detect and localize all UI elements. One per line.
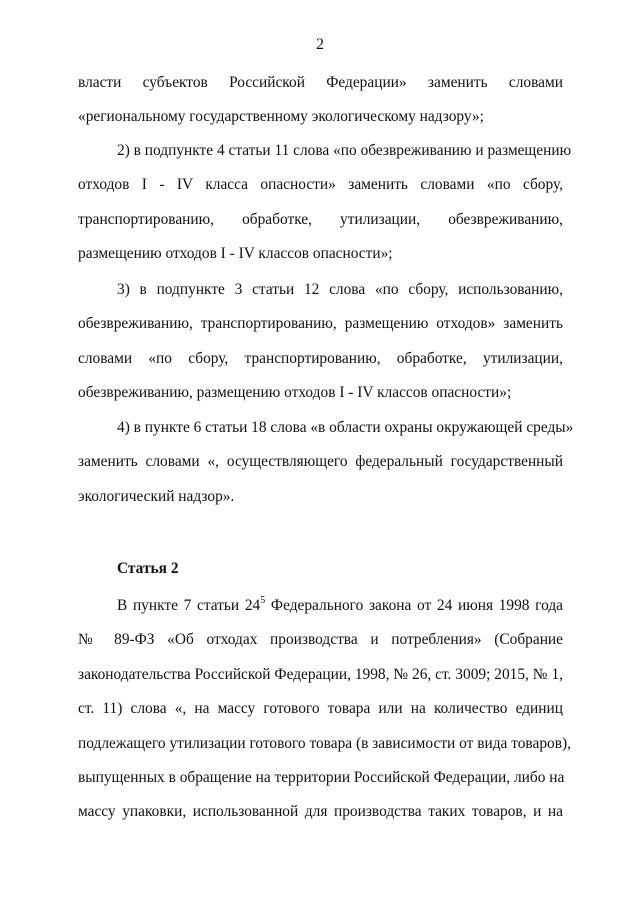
text-line: № 89-ФЗ «Об отходах производства и потребления» (Собрание (78, 631, 563, 649)
text-line: 4) в пункте 6 статьи 18 слова «в области охраны окружающей среды» (117, 419, 574, 436)
text-line (78, 589, 563, 623)
text-line: подлежащего утилизации готового товара (в зависимости от вида товаров), (78, 734, 571, 752)
text-line: 3) в подпункте 3 статьи 12 слова «по сбору, использованию, (117, 281, 563, 298)
text-line: словами «по сбору, транспортированию, обработке, утилизации, (78, 349, 563, 367)
text-line: отходов I - IV класса опасности» заменить словами «по сбору, (78, 176, 563, 194)
article-2-body (78, 589, 571, 830)
superscript: 5 (260, 594, 266, 606)
text-line: обезвреживанию, размещению отходов I - IV классов опасности»; (78, 384, 512, 402)
text-line: экологический надзор». (78, 487, 235, 505)
text-fragment: В пункте 7 статьи 24 (117, 597, 261, 614)
text-fragment: Федерального закона от 24 июня 1998 года (265, 597, 564, 614)
text-line: транспортированию, обработке, утилизации, обезвреживанию, (78, 210, 563, 228)
text-line: обезвреживанию, транспортированию, размещению отходов» заменить (78, 315, 563, 333)
text-line: заменить словами «, осуществляющего федеральный государственный (78, 453, 563, 471)
article-heading: Статья 2 (117, 560, 179, 577)
page-number: 2 (316, 36, 324, 53)
paragraph-item-3 (78, 273, 563, 411)
paragraph-item-4 (78, 411, 574, 514)
text-line: власти субъектов Российской Федерации» заменить словами (78, 74, 563, 91)
text-line: выпущенных в обращение на территории Российской Федерации, либо на (78, 769, 565, 787)
text-line: ст. 11) слова «, на массу готового товара или на количество единиц (78, 700, 563, 718)
text-line: размещению отходов I - IV классов опасности»; (78, 245, 393, 263)
text-line: «региональному государственному экологическому надзору»; (78, 108, 484, 126)
text-line: законодательства Российской Федерации, 1998, № 26, ст. 3009; 2015, № 1, (78, 665, 563, 683)
paragraph-continuation (78, 66, 563, 135)
text-line: 2) в подпункте 4 статьи 11 слова «по обезвреживанию и размещению (117, 142, 572, 159)
text-line: массу упаковки, использованной для производства таких товаров, и на (78, 803, 563, 821)
paragraph-item-2 (78, 134, 572, 272)
